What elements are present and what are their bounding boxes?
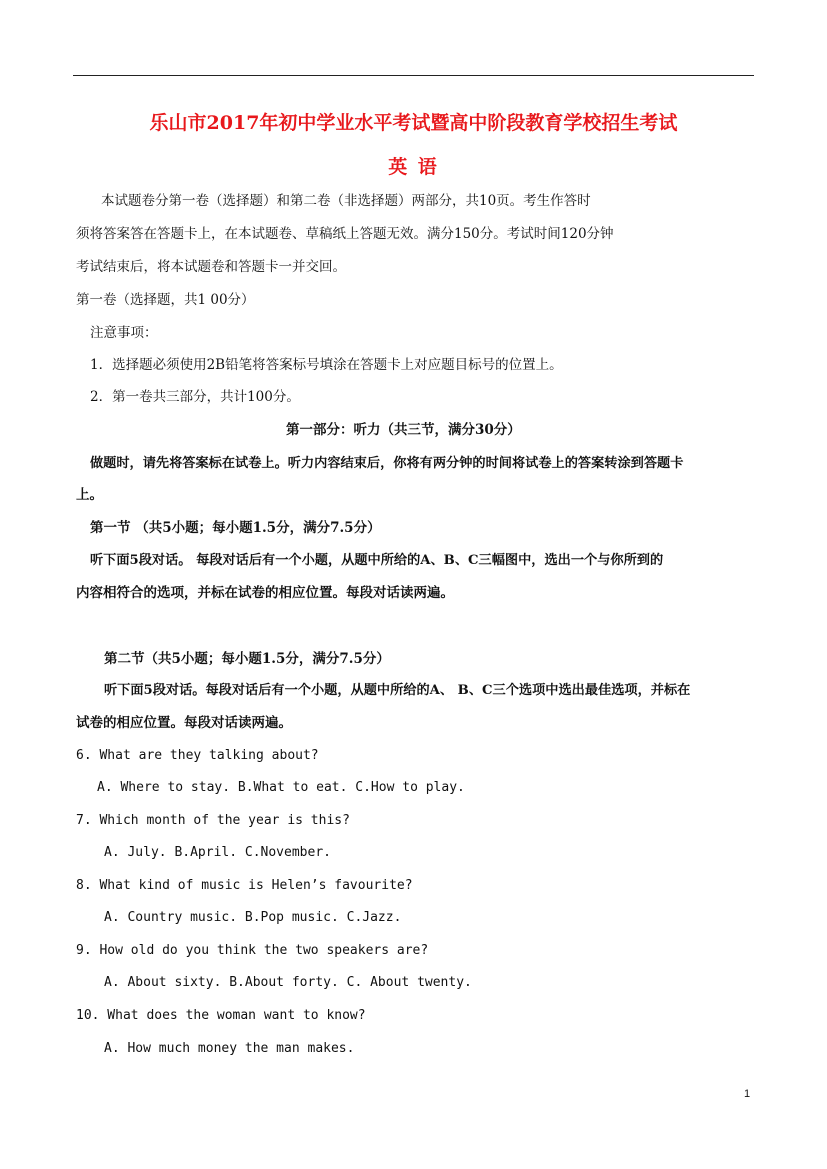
question-7: 7. Which month of the year is this? xyxy=(76,813,350,828)
question-10: 10. What does the woman want to know? xyxy=(76,1008,366,1023)
header-rule xyxy=(73,75,754,76)
section2-instruction-1: 听下面5段对话。每段对话后有一个小题，从题中所给的A、 B、C三个选项中选出最佳选项，并标在 xyxy=(104,683,691,698)
section1-instruction-2: 内容相符合的选项，并标在试卷的相应位置。每段对话读两遍。 xyxy=(76,585,454,601)
exam-title: 乐山市2017年初中学业水平考试暨高中阶段教育学校招生考试 xyxy=(149,112,678,134)
question-9-options: A. About sixty. B.About forty. C. About twenty. xyxy=(104,975,472,990)
section1-instruction-1: 听下面5段对话。 每段对话后有一个小题，从题中所给的A、B、C三幅图中，选出一个与你所到的 xyxy=(90,553,664,568)
question-6: 6. What are they talking about? xyxy=(76,748,319,763)
notes-label: 注意事项： xyxy=(90,325,158,341)
question-9: 9. How old do you think the two speakers are? xyxy=(76,943,429,958)
question-8-options: A. Country music. B.Pop music. C.Jazz. xyxy=(104,910,402,925)
part1-instruction-2: 上。 xyxy=(76,487,103,503)
intro-line-3: 考试结束后，将本试题卷和答题卡一并交回。 xyxy=(76,259,346,275)
section2-instruction-2: 试卷的相应位置。每段对话读两遍。 xyxy=(76,715,292,731)
intro-line-2: 须将答案答在答题卡上，在本试题卷、草稿纸上答题无效。满分150分。考试时间120分钟 xyxy=(76,226,614,242)
question-7-options: A. July. B.April. C.November. xyxy=(104,845,331,860)
note-2: 2．第一卷共三部分，共计100分。 xyxy=(90,389,300,405)
part1-instruction-1: 做题时，请先将答案标在试卷上。听力内容结束后，你将有两分钟的时间将试卷上的答案转涂到答题卡 xyxy=(90,456,684,471)
part1-heading: 第一部分：听力（共三节，满分30分） xyxy=(286,422,521,438)
intro-line-1: 本试题卷分第一卷（选择题）和第二卷（非选择题）两部分，共10页。考生作答时 xyxy=(101,193,591,209)
subject-title: 英 语 xyxy=(388,156,439,178)
question-10-options: A. How much money the man makes. xyxy=(104,1041,355,1056)
question-6-options: A. Where to stay. B.What to eat. C.How to play. xyxy=(97,780,465,795)
volume-heading: 第一卷（选择题，共1 00分） xyxy=(76,292,255,308)
section2-heading: 第二节（共5小题；每小题1.5分，满分7.5分） xyxy=(104,651,390,667)
question-8: 8. What kind of music is Helen’s favourite? xyxy=(76,878,413,893)
note-1: 1．选择题必须使用2B铅笔将答案标号填涂在答题卡上对应题目标号的位置上。 xyxy=(90,357,563,373)
page-number: 1 xyxy=(744,1088,751,1100)
section1-heading: 第一节 （共5小题；每小题1.5分，满分7.5分） xyxy=(90,520,381,536)
